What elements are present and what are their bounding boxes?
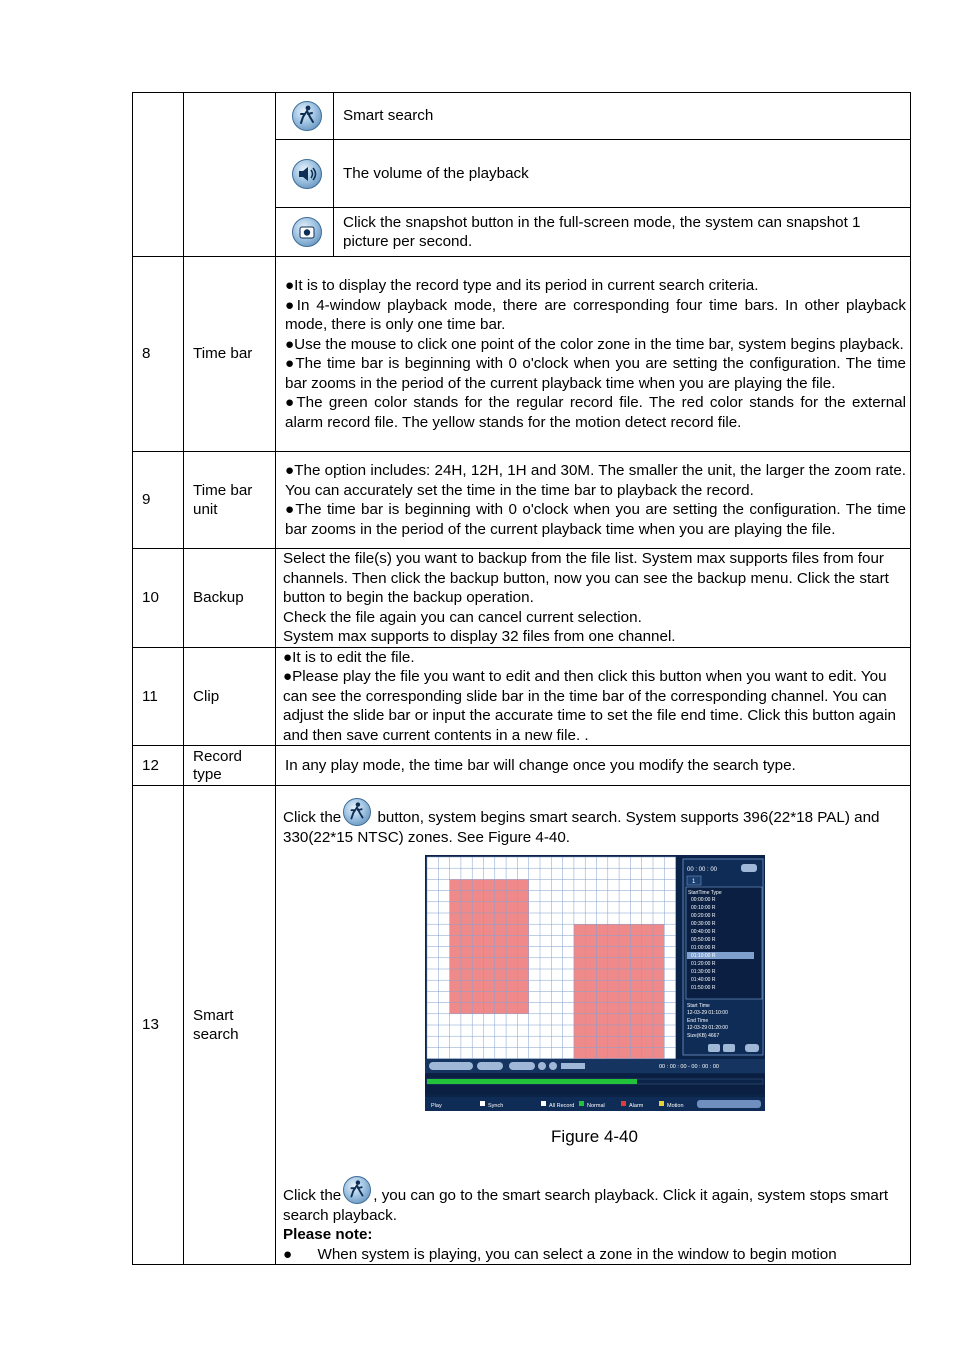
motion-zone-cell[interactable] <box>472 969 483 980</box>
slow-controls[interactable] <box>477 1062 503 1070</box>
motion-zone-cell[interactable] <box>653 980 664 991</box>
smart-search-paragraph: Click the button, system begins smart search. System supports 396(22*18 PAL) and 330(22*15 NTSC) zones. See Figure 4-40. <box>283 798 906 847</box>
motion-zone-cell[interactable] <box>472 1003 483 1014</box>
volume-icon <box>292 159 322 189</box>
motion-zone-cell[interactable] <box>653 1025 664 1036</box>
motion-zone-cell[interactable] <box>619 1047 630 1058</box>
file-list-item[interactable]: 00:30:00 R <box>690 921 715 927</box>
motion-zone-cell[interactable] <box>596 980 607 991</box>
file-list-item[interactable]: 01:50:00 R <box>690 985 715 991</box>
motion-zone-cell[interactable] <box>585 1036 596 1047</box>
icon-cell <box>276 208 334 257</box>
motion-zone-cell[interactable] <box>585 924 596 935</box>
bullet-line: ●The green color stands for the regular record file. The red color stands for the external alarm record file. The yellow stands for the motion detect record file. <box>285 394 906 431</box>
motion-zone-cell[interactable] <box>619 1036 630 1047</box>
file-list-item[interactable]: 01:20:00 R <box>690 961 715 967</box>
row-description <box>276 549 911 648</box>
motion-zone-cell[interactable] <box>494 980 505 991</box>
file-size: Size(KB) 4667 <box>686 1033 719 1039</box>
motion-zone-cell[interactable] <box>506 891 517 902</box>
motion-zone-cell[interactable] <box>460 913 471 924</box>
file-list-item[interactable]: 00:10:00 R <box>690 905 715 911</box>
motion-zone-cell[interactable] <box>641 958 652 969</box>
motion-zone-cell[interactable] <box>472 991 483 1002</box>
motion-zone-cell[interactable] <box>472 924 483 935</box>
bullet-line: ●Use the mouse to click one point of the color zone in the time bar, system begins playback. <box>285 335 904 353</box>
motion-zone-cell[interactable] <box>653 1003 664 1014</box>
motion-zone-cell[interactable] <box>596 958 607 969</box>
snapshot-icon <box>292 217 322 247</box>
motion-zone-cell[interactable] <box>585 980 596 991</box>
motion-zone-cell[interactable] <box>619 924 630 935</box>
motion-zone-cell[interactable] <box>653 969 664 980</box>
motion-zone-cell[interactable] <box>449 958 460 969</box>
motion-zone-cell[interactable] <box>607 947 618 958</box>
motion-zone-cell[interactable] <box>494 958 505 969</box>
motion-zone-cell[interactable] <box>619 980 630 991</box>
motion-zone-cell[interactable] <box>483 879 494 890</box>
smart-search-playback-paragraph: Click the , you can go to the smart search playback. Click it again, system stops smart search playback. <box>283 1176 906 1225</box>
smart-search-screenshot <box>425 855 765 1111</box>
motion-zone-cell[interactable] <box>449 902 460 913</box>
motion-zone-cell[interactable] <box>630 969 641 980</box>
file-list-item[interactable]: 01:30:00 R <box>690 969 715 975</box>
motion-zone-cell[interactable] <box>483 947 494 958</box>
motion-zone-cell[interactable] <box>460 947 471 958</box>
motion-zone-cell[interactable] <box>449 1003 460 1014</box>
motion-zone-cell[interactable] <box>653 1047 664 1058</box>
file-list-item[interactable]: 00:20:00 R <box>690 913 715 919</box>
motion-zone-cell[interactable] <box>506 1003 517 1014</box>
motion-zone-cell[interactable] <box>619 1014 630 1025</box>
lock-icon[interactable] <box>741 864 757 872</box>
motion-zone-cell[interactable] <box>653 947 664 958</box>
smart-search-icon[interactable] <box>538 1062 546 1070</box>
motion-zone-cell[interactable] <box>619 991 630 1002</box>
icon-cell <box>276 93 334 140</box>
motion-zone-cell[interactable] <box>449 980 460 991</box>
icon-description: The volume of the playback <box>334 140 911 208</box>
motion-zone-cell[interactable] <box>596 969 607 980</box>
motion-zone-cell[interactable] <box>607 924 618 935</box>
motion-zone-cell[interactable] <box>494 924 505 935</box>
motion-zone-cell[interactable] <box>619 969 630 980</box>
channel-number[interactable]: 1 <box>691 879 695 885</box>
motion-zone-cell[interactable] <box>506 991 517 1002</box>
motion-zone-cell[interactable] <box>630 991 641 1002</box>
motion-zone-cell[interactable] <box>630 1036 641 1047</box>
time-bar-record[interactable] <box>427 1079 637 1084</box>
motion-zone-cell[interactable] <box>607 991 618 1002</box>
motion-zone-cell[interactable] <box>630 1003 641 1014</box>
motion-zone-cell[interactable] <box>585 958 596 969</box>
row-description <box>276 647 911 746</box>
motion-zone-cell[interactable] <box>449 969 460 980</box>
list-header: StartTime Type <box>687 890 722 896</box>
motion-zone-cell[interactable] <box>460 991 471 1002</box>
bullet-line: ●The option includes: 24H, 12H, 1H and 30M. The smaller the unit, the larger the zoom rate. You can accurately set the time in the time bar to playback the record. <box>285 462 906 499</box>
motion-zone-cell[interactable] <box>641 969 652 980</box>
motion-zone-cell[interactable] <box>460 980 471 991</box>
legend-alarm[interactable]: Alarm <box>628 1103 643 1109</box>
motion-zone-cell[interactable] <box>494 891 505 902</box>
motion-zone-cell[interactable] <box>596 924 607 935</box>
motion-zone-cell[interactable] <box>483 924 494 935</box>
row-name: Time bar unit <box>184 452 276 549</box>
motion-zone-cell[interactable] <box>641 947 652 958</box>
motion-zone-cell[interactable] <box>483 1003 494 1014</box>
motion-zone-cell[interactable] <box>517 879 528 890</box>
motion-zone-cell[interactable] <box>494 969 505 980</box>
icon-cell <box>276 140 334 208</box>
file-list-item[interactable]: 00:40:00 R <box>690 929 715 935</box>
motion-zone-cell[interactable] <box>596 1025 607 1036</box>
smart-search-icon <box>343 798 371 826</box>
back-button[interactable] <box>745 1044 759 1052</box>
motion-zone-cell[interactable] <box>607 980 618 991</box>
file-list-item[interactable]: 00:50:00 R <box>690 937 715 943</box>
row-description: In any play mode, the time bar will change once you modify the search type. <box>276 746 911 786</box>
row-number: 12 <box>133 746 184 786</box>
motion-zone-cell[interactable] <box>517 924 528 935</box>
motion-zone-cell[interactable] <box>573 1014 584 1025</box>
motion-zone-cell[interactable] <box>607 935 618 946</box>
motion-zone-cell[interactable] <box>472 913 483 924</box>
motion-zone-cell[interactable] <box>483 935 494 946</box>
figure-caption: Figure 4-40 <box>551 1126 638 1146</box>
motion-zone-cell[interactable] <box>449 935 460 946</box>
legend-all-record[interactable]: All Record <box>548 1103 574 1109</box>
end-time-label: End Time <box>686 1018 708 1024</box>
motion-zone-cell[interactable] <box>483 980 494 991</box>
motion-zone-cell[interactable] <box>607 1025 618 1036</box>
start-time-label: Start Time <box>686 1003 710 1009</box>
volume-slider[interactable] <box>561 1063 585 1069</box>
legend-motion[interactable]: Motion <box>666 1103 684 1109</box>
snapshot-icon[interactable] <box>549 1062 557 1070</box>
motion-zone-cell[interactable] <box>449 891 460 902</box>
motion-zone-cell[interactable] <box>573 1025 584 1036</box>
row-number: 8 <box>133 257 184 452</box>
motion-zone-cell[interactable] <box>585 1025 596 1036</box>
motion-zone-cell[interactable] <box>573 935 584 946</box>
bullet-line: ●The time bar is beginning with 0 o'clock when you are setting the configuration. The time bar zooms in the period of the current playback time when you are playing the file. <box>285 501 906 538</box>
motion-zone-cell[interactable] <box>573 947 584 958</box>
motion-zone-cell[interactable] <box>506 980 517 991</box>
motion-zone-cell[interactable] <box>506 879 517 890</box>
text-line: Check the file again you can cancel current selection. <box>283 608 642 626</box>
motion-zone-cell[interactable] <box>449 991 460 1002</box>
motion-zone-cell[interactable] <box>517 980 528 991</box>
motion-zone-cell[interactable] <box>596 1036 607 1047</box>
motion-zone-cell[interactable] <box>472 958 483 969</box>
motion-zone-cell[interactable] <box>460 891 471 902</box>
motion-zone-cell[interactable] <box>517 902 528 913</box>
file-list-item[interactable]: 01:40:00 R <box>690 977 715 983</box>
motion-zone-cell[interactable] <box>460 924 471 935</box>
motion-zone-cell[interactable] <box>596 935 607 946</box>
motion-zone-cell[interactable] <box>506 958 517 969</box>
motion-zone-cell[interactable] <box>573 980 584 991</box>
note-title: Please note: <box>283 1226 373 1243</box>
bullet-line: ●Please play the file you want to edit and then click this button when you want to edit. You can see the corresponding slide bar in the time bar of the corresponding channel. You can adjust the slide bar or input the accurate time to set the file end time. Click this button again and then save current contents in a new file. . <box>283 668 896 744</box>
motion-zone-cell[interactable] <box>596 947 607 958</box>
feature-table <box>132 92 911 1265</box>
motion-zone-cell[interactable] <box>517 913 528 924</box>
motion-zone-cell[interactable] <box>506 969 517 980</box>
motion-zone-cell[interactable] <box>653 991 664 1002</box>
bullet-line: ●It is to edit the file. <box>283 648 415 666</box>
row-description <box>276 786 911 1265</box>
motion-zone-cell[interactable] <box>573 1036 584 1047</box>
motion-zone-cell[interactable] <box>506 902 517 913</box>
motion-zone-cell[interactable] <box>641 991 652 1002</box>
motion-zone-cell[interactable] <box>460 969 471 980</box>
motion-zone-cell[interactable] <box>460 902 471 913</box>
row-name: Record type <box>184 746 276 786</box>
motion-zone-cell[interactable] <box>641 1003 652 1014</box>
cell-empty <box>133 93 184 257</box>
motion-zone-cell[interactable] <box>573 991 584 1002</box>
motion-zone-cell[interactable] <box>630 947 641 958</box>
file-list-item[interactable]: 01:10:00 R <box>690 953 715 959</box>
bullet-line: ●In 4-window playback mode, there are corresponding four time bars. In other playback mode, there is only one time bar. <box>285 296 906 333</box>
motion-zone-cell[interactable] <box>630 1025 641 1036</box>
motion-zone-cell[interactable] <box>619 1025 630 1036</box>
bullet-line: ●It is to display the record type and its period in current search criteria. <box>285 277 759 294</box>
motion-zone-cell[interactable] <box>641 1025 652 1036</box>
motion-zone-cell[interactable] <box>494 947 505 958</box>
motion-zone-cell[interactable] <box>517 958 528 969</box>
motion-zone-cell[interactable] <box>472 891 483 902</box>
motion-zone-cell[interactable] <box>460 935 471 946</box>
motion-zone-cell[interactable] <box>630 1014 641 1025</box>
motion-zone-cell[interactable] <box>596 1047 607 1058</box>
motion-zone-cell[interactable] <box>630 924 641 935</box>
play-time: 00 : 00 : 00 - 00 : 00 : 00 <box>658 1064 719 1070</box>
motion-zone-cell[interactable] <box>653 935 664 946</box>
row-description <box>276 452 911 549</box>
motion-zone-cell[interactable] <box>449 913 460 924</box>
text-line: Select the file(s) you want to backup from the file list. System max supports files from four channels. Then click the backup button, now you can see the backup menu. Click the start button to begin the backup operation. <box>283 550 889 606</box>
motion-zone-cell[interactable] <box>573 1047 584 1058</box>
motion-zone-cell[interactable] <box>494 935 505 946</box>
row-description <box>276 257 911 452</box>
motion-zone-cell[interactable] <box>585 969 596 980</box>
text-line: System max supports to display 32 files from one channel. <box>283 628 676 645</box>
motion-zone-cell[interactable] <box>630 958 641 969</box>
motion-zone-cell[interactable] <box>506 935 517 946</box>
motion-zone-cell[interactable] <box>483 969 494 980</box>
motion-zone-cell[interactable] <box>585 947 596 958</box>
icon-description: Smart search <box>334 93 911 140</box>
motion-zone-cell[interactable] <box>641 1036 652 1047</box>
motion-zone-cell[interactable] <box>460 958 471 969</box>
motion-zone-cell[interactable] <box>573 924 584 935</box>
motion-zone-cell[interactable] <box>630 935 641 946</box>
motion-zone-cell[interactable] <box>472 947 483 958</box>
motion-zone-cell[interactable] <box>449 879 460 890</box>
motion-zone-cell[interactable] <box>472 980 483 991</box>
motion-zone-cell[interactable] <box>607 1014 618 1025</box>
motion-zone-cell[interactable] <box>460 1003 471 1014</box>
motion-zone-cell[interactable] <box>619 958 630 969</box>
start-time-value: 12-03-29 01:10:00 <box>686 1010 728 1016</box>
motion-zone-cell[interactable] <box>494 879 505 890</box>
motion-zone-cell[interactable] <box>607 1003 618 1014</box>
motion-zone-cell[interactable] <box>472 902 483 913</box>
motion-zone-cell[interactable] <box>596 1003 607 1014</box>
motion-zone-cell[interactable] <box>483 902 494 913</box>
motion-zone-cell[interactable] <box>506 924 517 935</box>
motion-zone-cell[interactable] <box>630 1047 641 1058</box>
icon-description: Click the snapshot button in the full-screen mode, the system can snapshot 1 picture per second. <box>334 208 911 257</box>
motion-zone-cell[interactable] <box>483 991 494 1002</box>
motion-zone-cell[interactable] <box>585 1047 596 1058</box>
bullet-line: ●The time bar is beginning with 0 o'clock when you are setting the configuration. The time bar zooms in the period of the current playback time when you are playing the file. <box>285 355 906 392</box>
motion-zone-cell[interactable] <box>449 924 460 935</box>
row-name: Backup <box>184 549 276 648</box>
motion-zone-cell[interactable] <box>517 969 528 980</box>
row-name: Clip <box>184 647 276 746</box>
motion-zone-cell[interactable] <box>494 913 505 924</box>
time-readout: 00 : 00 : 00 <box>686 867 717 873</box>
motion-zone-cell[interactable] <box>641 1014 652 1025</box>
motion-zone-cell[interactable] <box>573 1003 584 1014</box>
zoom-controls[interactable] <box>697 1100 761 1108</box>
motion-zone-cell[interactable] <box>506 913 517 924</box>
motion-zone-cell[interactable] <box>494 1003 505 1014</box>
motion-zone-cell[interactable] <box>619 935 630 946</box>
motion-zone-cell[interactable] <box>483 958 494 969</box>
motion-zone-cell[interactable] <box>494 991 505 1002</box>
file-list-item[interactable]: 01:00:00 R <box>690 945 715 951</box>
motion-zone-cell[interactable] <box>607 969 618 980</box>
motion-zone-cell[interactable] <box>517 991 528 1002</box>
motion-zone-cell[interactable] <box>483 891 494 902</box>
backup-button[interactable] <box>708 1044 720 1052</box>
motion-zone-cell[interactable] <box>449 947 460 958</box>
motion-zone-cell[interactable] <box>641 935 652 946</box>
note-bullet: ● When system is playing, you can select a zone in the window to begin motion <box>283 1245 837 1263</box>
cell-empty <box>184 93 276 257</box>
row-name: Smart search <box>184 786 276 1265</box>
motion-zone-cell[interactable] <box>630 980 641 991</box>
motion-zone-cell[interactable] <box>653 958 664 969</box>
motion-zone-cell[interactable] <box>517 891 528 902</box>
motion-zone-cell[interactable] <box>653 1036 664 1047</box>
motion-zone-cell[interactable] <box>641 980 652 991</box>
fast-controls[interactable] <box>509 1062 535 1070</box>
motion-zone-cell[interactable] <box>573 969 584 980</box>
motion-zone-cell[interactable] <box>596 991 607 1002</box>
motion-zone-cell[interactable] <box>585 1014 596 1025</box>
file-list-item[interactable]: 00:00:00 R <box>690 897 715 903</box>
motion-zone-cell[interactable] <box>506 947 517 958</box>
end-time-value: 12-03-29 01:20:00 <box>686 1025 728 1031</box>
motion-zone-cell[interactable] <box>472 879 483 890</box>
motion-zone-cell[interactable] <box>494 902 505 913</box>
motion-zone-cell[interactable] <box>517 1003 528 1014</box>
motion-zone-cell[interactable] <box>653 1014 664 1025</box>
legend-normal[interactable]: Normal <box>586 1103 605 1109</box>
motion-zone-cell[interactable] <box>517 947 528 958</box>
legend-play[interactable]: Play <box>430 1103 442 1109</box>
motion-zone-cell[interactable] <box>596 1014 607 1025</box>
smart-search-icon <box>292 101 322 131</box>
row-number: 13 <box>133 786 184 1265</box>
motion-zone-cell[interactable] <box>619 1003 630 1014</box>
motion-zone-cell[interactable] <box>641 1047 652 1058</box>
play-controls[interactable] <box>429 1062 473 1070</box>
motion-zone-cell[interactable] <box>517 935 528 946</box>
motion-zone-cell[interactable] <box>585 991 596 1002</box>
motion-zone-cell[interactable] <box>607 1036 618 1047</box>
motion-zone-cell[interactable] <box>585 935 596 946</box>
motion-zone-cell[interactable] <box>585 1003 596 1014</box>
smart-search-icon <box>343 1176 371 1204</box>
motion-zone-cell[interactable] <box>472 935 483 946</box>
motion-zone-cell[interactable] <box>653 924 664 935</box>
row-name: Time bar <box>184 257 276 452</box>
row-number: 9 <box>133 452 184 549</box>
motion-zone-cell[interactable] <box>619 947 630 958</box>
row-number: 10 <box>133 549 184 648</box>
clip-button[interactable] <box>723 1044 735 1052</box>
motion-zone-cell[interactable] <box>460 879 471 890</box>
figure <box>283 855 906 1117</box>
motion-zone-cell[interactable] <box>483 913 494 924</box>
legend-synch[interactable]: Synch <box>487 1103 503 1109</box>
motion-zone-cell[interactable] <box>573 958 584 969</box>
motion-zone-cell[interactable] <box>641 924 652 935</box>
motion-zone-cell[interactable] <box>607 1047 618 1058</box>
row-number: 11 <box>133 647 184 746</box>
motion-zone-cell[interactable] <box>607 958 618 969</box>
